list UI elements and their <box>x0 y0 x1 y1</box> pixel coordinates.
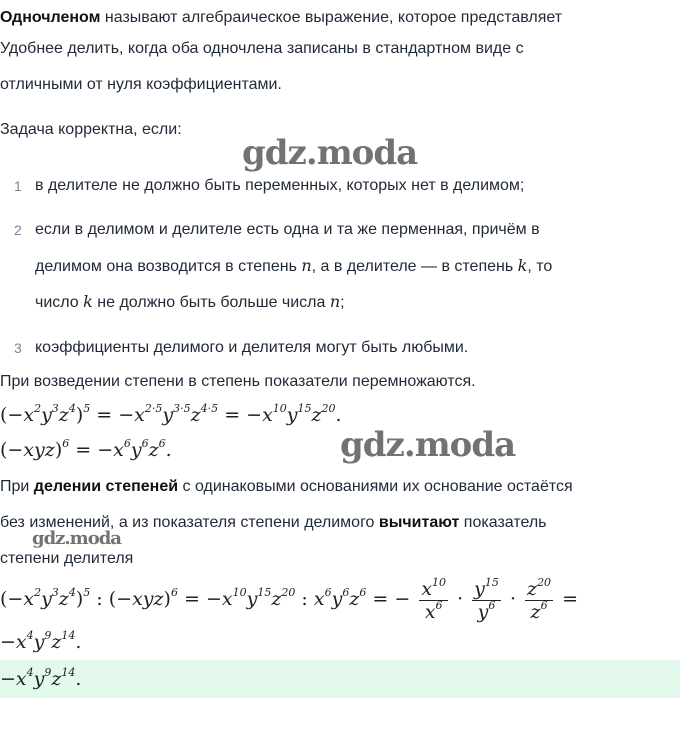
term-bold: Одночленом <box>0 9 101 26</box>
var-n: n <box>301 256 312 275</box>
watermark: gdz.moda <box>340 425 516 465</box>
division-line-1: При делении степеней с одинаковыми основаниями их основание остаётся <box>0 478 573 495</box>
formula-power-1: $(-x^2y^3z^4)^5 = -x^{2\cdot 5}y^{3\cdot 5}z^{4\cdot 5} = -x^{10}y^{15}z^{20}$. <box>0 402 342 426</box>
intro-line-3: отличными от нуля коэффициентами. <box>0 76 282 93</box>
answer-box <box>0 660 680 698</box>
list-number: 1 <box>14 178 22 194</box>
task-heading: Задача корректна, если: <box>0 121 182 138</box>
formula-division-result: $-x^4y^9z^{14}$. <box>0 629 82 653</box>
division-line-2: без изменений, а из показателя степени делимого вычитают показатель <box>0 514 547 531</box>
division-line-3: степени делителя <box>0 550 134 567</box>
var-k: k <box>517 256 528 275</box>
list-item-2-line-3: число k не должно быть больше числа n; <box>35 292 345 311</box>
watermark: gdz.moda <box>242 133 418 173</box>
var-n: n <box>329 292 341 311</box>
intro-line-1 <box>0 7 562 29</box>
list-item-2-line-2: делимом она возводится в степень n, а в делителе — в степень k, то <box>35 256 553 275</box>
fraction: $\frac{x^{10}}{x^6}$ <box>421 575 447 623</box>
formula-power-2: $(-xyz)^6 = -x^6y^6z^6$. <box>0 437 172 461</box>
list-number: 2 <box>14 222 22 238</box>
list-number: 3 <box>14 340 22 356</box>
list-item-1: в делителе не должно быть переменных, которых нет в делимом; <box>35 177 525 194</box>
fraction: $\frac{z^{20}}{z^6}$ <box>527 575 552 623</box>
intro-line-2: Удобнее делить, когда оба одночлена записаны в стандартном виде с <box>0 40 524 57</box>
formula-division: $(-x^2y^3z^4)^5$ : $(-xyz)^6 = -x^{10}y^{15}z^{20}$ : $x^6y^6z^6$ = − $\frac{x^{10}}{x^6}$ · $\frac{y^{15}}{y^6}$ · $\frac{z^{20}}{z^6}$ = <box>0 575 579 623</box>
power-rule-text: При возведении степени в степень показатели перемножаются. <box>0 373 476 390</box>
fraction: $\frac{y^{15}}{y^6}$ <box>474 575 499 623</box>
list-item-3: коэффициенты делимого и делителя могут быть любыми. <box>35 339 469 356</box>
list-item-2-line-1: если в делимом и делителе есть одна и та же перменная, причём в <box>35 221 540 238</box>
var-k: k <box>83 292 93 311</box>
watermark: gdz.moda <box>32 528 121 549</box>
answer-formula: $-x^4y^9z^{14}$. <box>0 666 82 690</box>
intro-line-1-text: называют алгебраическое выражение, которое представляет <box>100 9 563 26</box>
